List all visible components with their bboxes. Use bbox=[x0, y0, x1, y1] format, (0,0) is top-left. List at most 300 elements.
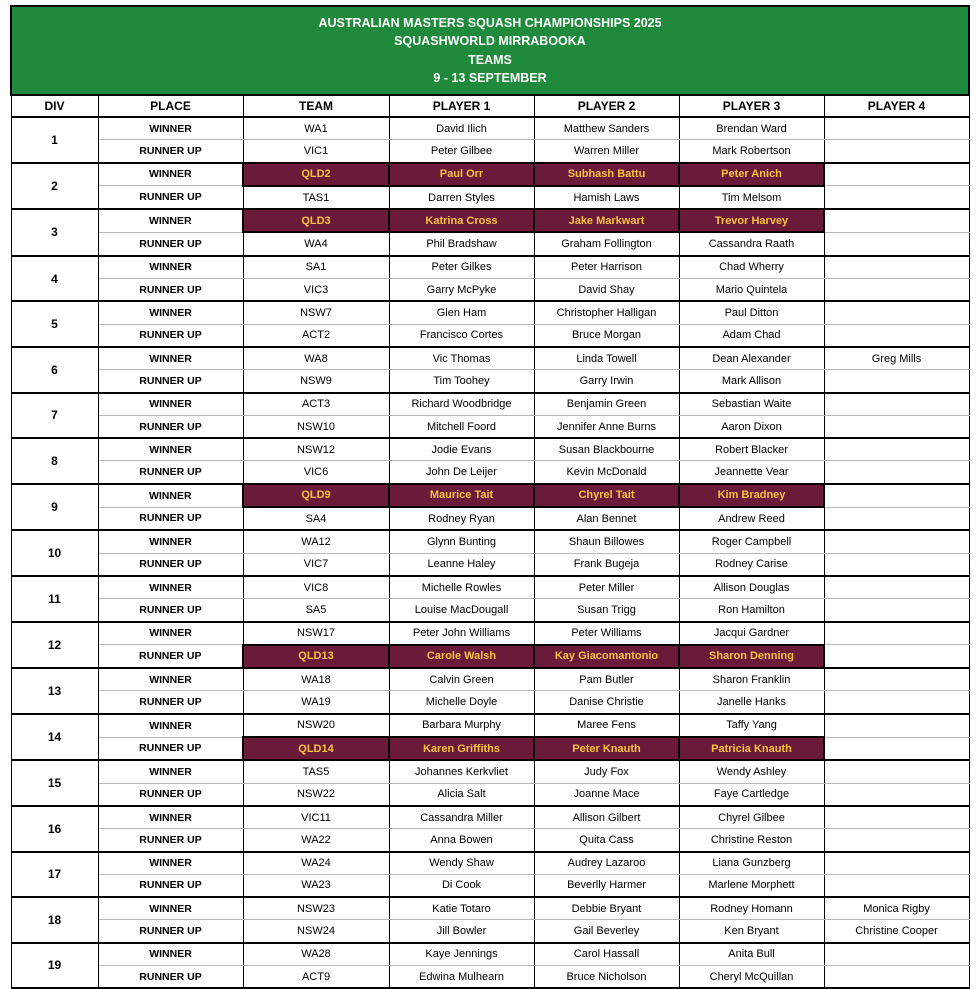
table-row bbox=[11, 370, 969, 393]
event-title: AUSTRALIAN MASTERS SQUASH CHAMPIONSHIPS 2025 bbox=[318, 15, 662, 30]
team-cell: WA1 bbox=[243, 117, 389, 140]
place-cell: WINNER bbox=[98, 897, 243, 920]
player1-cell: Katrina Cross bbox=[389, 209, 534, 232]
col-header-player3: PLAYER 3 bbox=[679, 95, 824, 117]
player2-cell: Subhash Battu bbox=[534, 163, 679, 186]
col-header-player1: PLAYER 1 bbox=[389, 95, 534, 117]
place-cell: WINNER bbox=[98, 622, 243, 645]
table-row bbox=[11, 117, 969, 140]
col-header-team: TEAM bbox=[243, 95, 389, 117]
player1-cell: Tim Toohey bbox=[389, 370, 534, 393]
place-cell: WINNER bbox=[98, 943, 243, 966]
team-cell: NSW12 bbox=[243, 438, 389, 461]
player3-cell: Christine Reston bbox=[679, 829, 824, 852]
player4-cell bbox=[824, 760, 969, 783]
player3-cell: Aaron Dixon bbox=[679, 415, 824, 438]
player2-cell: Judy Fox bbox=[534, 760, 679, 783]
player1-cell: Jill Bowler bbox=[389, 920, 534, 943]
player1-cell: Peter Gilkes bbox=[389, 256, 534, 279]
player3-cell: Mark Robertson bbox=[679, 140, 824, 163]
player1-cell: Rodney Ryan bbox=[389, 507, 534, 530]
player2-cell: Alan Bennet bbox=[534, 507, 679, 530]
place-cell: WINNER bbox=[98, 806, 243, 829]
player1-cell: Maurice Tait bbox=[389, 484, 534, 507]
player4-cell bbox=[824, 714, 969, 737]
place-cell: WINNER bbox=[98, 256, 243, 279]
table-row bbox=[11, 920, 969, 943]
player4-cell bbox=[824, 232, 969, 255]
team-cell: ACT9 bbox=[243, 965, 389, 988]
player3-cell: Liana Gunzberg bbox=[679, 852, 824, 875]
player3-cell: Chad Wherry bbox=[679, 256, 824, 279]
player1-cell: Anna Bowen bbox=[389, 829, 534, 852]
player1-cell: Phil Bradshaw bbox=[389, 232, 534, 255]
team-cell: VIC7 bbox=[243, 553, 389, 576]
player1-cell: Edwina Mulhearn bbox=[389, 965, 534, 988]
player1-cell: Darren Styles bbox=[389, 186, 534, 209]
player1-cell: Peter John Williams bbox=[389, 622, 534, 645]
player1-cell: Richard Woodbridge bbox=[389, 393, 534, 416]
place-cell: WINNER bbox=[98, 117, 243, 140]
player1-cell: Mitchell Foord bbox=[389, 415, 534, 438]
player3-cell: Kim Bradney bbox=[679, 484, 824, 507]
player1-cell: Michelle Rowles bbox=[389, 576, 534, 599]
player4-cell bbox=[824, 622, 969, 645]
player4-cell bbox=[824, 806, 969, 829]
team-cell: VIC8 bbox=[243, 576, 389, 599]
player1-cell: David Ilich bbox=[389, 117, 534, 140]
team-cell: NSW17 bbox=[243, 622, 389, 645]
table-row bbox=[11, 438, 969, 461]
team-cell: NSW23 bbox=[243, 897, 389, 920]
division-number: 19 bbox=[11, 943, 98, 989]
player4-cell bbox=[824, 438, 969, 461]
player3-cell: Patricia Knauth bbox=[679, 737, 824, 760]
place-cell: WINNER bbox=[98, 714, 243, 737]
division-number: 13 bbox=[11, 668, 98, 714]
player3-cell: Sharon Franklin bbox=[679, 668, 824, 691]
player2-cell: Kevin McDonald bbox=[534, 461, 679, 484]
player4-cell bbox=[824, 279, 969, 302]
player1-cell: Kaye Jennings bbox=[389, 943, 534, 966]
place-cell: RUNNER UP bbox=[98, 461, 243, 484]
player3-cell: Dean Alexander bbox=[679, 347, 824, 370]
place-cell: RUNNER UP bbox=[98, 965, 243, 988]
player2-cell: Bruce Morgan bbox=[534, 324, 679, 347]
player2-cell: David Shay bbox=[534, 279, 679, 302]
team-cell: WA12 bbox=[243, 530, 389, 553]
player2-cell: Carol Hassall bbox=[534, 943, 679, 966]
division-number: 4 bbox=[11, 256, 98, 302]
place-cell: RUNNER UP bbox=[98, 829, 243, 852]
player3-cell: Allison Douglas bbox=[679, 576, 824, 599]
player1-cell: Johannes Kerkvliet bbox=[389, 760, 534, 783]
place-cell: WINNER bbox=[98, 576, 243, 599]
table-row bbox=[11, 874, 969, 897]
player4-cell bbox=[824, 576, 969, 599]
player2-cell: Warren Miller bbox=[534, 140, 679, 163]
player1-cell: Barbara Murphy bbox=[389, 714, 534, 737]
place-cell: RUNNER UP bbox=[98, 599, 243, 622]
player2-cell: Graham Follington bbox=[534, 232, 679, 255]
player3-cell: Anita Bull bbox=[679, 943, 824, 966]
player3-cell: Cassandra Raath bbox=[679, 232, 824, 255]
table-row bbox=[11, 806, 969, 829]
team-cell: WA23 bbox=[243, 874, 389, 897]
date-range: 9 - 13 SEPTEMBER bbox=[433, 71, 547, 85]
player3-cell: Sharon Denning bbox=[679, 645, 824, 668]
team-cell: WA18 bbox=[243, 668, 389, 691]
team-cell: WA4 bbox=[243, 232, 389, 255]
team-cell: WA22 bbox=[243, 829, 389, 852]
table-row bbox=[11, 163, 969, 186]
player4-cell bbox=[824, 530, 969, 553]
player2-cell: Gail Beverley bbox=[534, 920, 679, 943]
player1-cell: Vic Thomas bbox=[389, 347, 534, 370]
table-row bbox=[11, 301, 969, 324]
player4-cell bbox=[824, 324, 969, 347]
table-row bbox=[11, 186, 969, 209]
team-cell: VIC3 bbox=[243, 279, 389, 302]
division-number: 5 bbox=[11, 301, 98, 347]
player4-cell bbox=[824, 691, 969, 714]
player4-cell bbox=[824, 484, 969, 507]
table-row bbox=[11, 232, 969, 255]
place-cell: WINNER bbox=[98, 347, 243, 370]
place-cell: RUNNER UP bbox=[98, 874, 243, 897]
team-cell: WA28 bbox=[243, 943, 389, 966]
team-cell: TAS5 bbox=[243, 760, 389, 783]
player3-cell: Roger Campbell bbox=[679, 530, 824, 553]
place-cell: RUNNER UP bbox=[98, 232, 243, 255]
player1-cell: Michelle Doyle bbox=[389, 691, 534, 714]
player2-cell: Garry Irwin bbox=[534, 370, 679, 393]
table-row bbox=[11, 140, 969, 163]
player2-cell: Shaun Billowes bbox=[534, 530, 679, 553]
player4-cell bbox=[824, 874, 969, 897]
team-cell: WA24 bbox=[243, 852, 389, 875]
team-cell: SA5 bbox=[243, 599, 389, 622]
col-header-player2: PLAYER 2 bbox=[534, 95, 679, 117]
table-row bbox=[11, 553, 969, 576]
player4-cell bbox=[824, 186, 969, 209]
table-row bbox=[11, 737, 969, 760]
player3-cell: Robert Blacker bbox=[679, 438, 824, 461]
table-row bbox=[11, 691, 969, 714]
table-row bbox=[11, 943, 969, 966]
player2-cell: Peter Williams bbox=[534, 622, 679, 645]
player4-cell bbox=[824, 393, 969, 416]
place-cell: RUNNER UP bbox=[98, 324, 243, 347]
player1-cell: Katie Totaro bbox=[389, 897, 534, 920]
table-row bbox=[11, 347, 969, 370]
table-body bbox=[11, 117, 969, 988]
player4-cell bbox=[824, 852, 969, 875]
team-cell: VIC6 bbox=[243, 461, 389, 484]
division-number: 12 bbox=[11, 622, 98, 669]
player3-cell: Mark Allison bbox=[679, 370, 824, 393]
division-number: 2 bbox=[11, 163, 98, 210]
division-number: 11 bbox=[11, 576, 98, 622]
division-number: 18 bbox=[11, 897, 98, 943]
player3-cell: Rodney Carise bbox=[679, 553, 824, 576]
player2-cell: Beverlly Harmer bbox=[534, 874, 679, 897]
player1-cell: Glen Ham bbox=[389, 301, 534, 324]
player3-cell: Brendan Ward bbox=[679, 117, 824, 140]
place-cell: WINNER bbox=[98, 393, 243, 416]
table-row bbox=[11, 484, 969, 507]
team-cell: NSW7 bbox=[243, 301, 389, 324]
team-cell: VIC11 bbox=[243, 806, 389, 829]
player2-cell: Debbie Bryant bbox=[534, 897, 679, 920]
player4-cell bbox=[824, 943, 969, 966]
player4-cell bbox=[824, 370, 969, 393]
table-row bbox=[11, 209, 969, 232]
player2-cell: Maree Fens bbox=[534, 714, 679, 737]
table-row bbox=[11, 576, 969, 599]
player3-cell: Tim Melsom bbox=[679, 186, 824, 209]
player2-cell: Peter Harrison bbox=[534, 256, 679, 279]
division-number: 7 bbox=[11, 393, 98, 439]
division-number: 10 bbox=[11, 530, 98, 576]
place-cell: RUNNER UP bbox=[98, 783, 243, 806]
player3-cell: Chyrel Gilbee bbox=[679, 806, 824, 829]
place-cell: WINNER bbox=[98, 484, 243, 507]
player4-cell: Christine Cooper bbox=[824, 920, 969, 943]
team-cell: ACT2 bbox=[243, 324, 389, 347]
player3-cell: Rodney Homann bbox=[679, 897, 824, 920]
player4-cell bbox=[824, 645, 969, 668]
player1-cell: Carole Walsh bbox=[389, 645, 534, 668]
table-row bbox=[11, 645, 969, 668]
team-cell: QLD9 bbox=[243, 484, 389, 507]
player3-cell: Ron Hamilton bbox=[679, 599, 824, 622]
division-number: 14 bbox=[11, 714, 98, 761]
table-row bbox=[11, 829, 969, 852]
table-row bbox=[11, 461, 969, 484]
player2-cell: Audrey Lazaroo bbox=[534, 852, 679, 875]
player3-cell: Trevor Harvey bbox=[679, 209, 824, 232]
table-row bbox=[11, 256, 969, 279]
team-cell: NSW24 bbox=[243, 920, 389, 943]
player1-cell: Peter Gilbee bbox=[389, 140, 534, 163]
player2-cell: Allison Gilbert bbox=[534, 806, 679, 829]
player3-cell: Jeannette Vear bbox=[679, 461, 824, 484]
player3-cell: Andrew Reed bbox=[679, 507, 824, 530]
col-header-place: PLACE bbox=[98, 95, 243, 117]
player2-cell: Chyrel Tait bbox=[534, 484, 679, 507]
team-cell: VIC1 bbox=[243, 140, 389, 163]
player4-cell bbox=[824, 415, 969, 438]
table-row bbox=[11, 668, 969, 691]
player2-cell: Kay Giacomantonio bbox=[534, 645, 679, 668]
player1-cell: Francisco Cortes bbox=[389, 324, 534, 347]
table-row bbox=[11, 965, 969, 988]
player2-cell: Danise Christie bbox=[534, 691, 679, 714]
division-number: 17 bbox=[11, 852, 98, 898]
player4-cell bbox=[824, 163, 969, 186]
player3-cell: Sebastian Waite bbox=[679, 393, 824, 416]
player4-cell bbox=[824, 507, 969, 530]
player2-cell: Quita Cass bbox=[534, 829, 679, 852]
category-title: TEAMS bbox=[468, 52, 512, 67]
player2-cell: Hamish Laws bbox=[534, 186, 679, 209]
place-cell: WINNER bbox=[98, 530, 243, 553]
team-cell: QLD14 bbox=[243, 737, 389, 760]
table-row bbox=[11, 415, 969, 438]
player3-cell: Jacqui Gardner bbox=[679, 622, 824, 645]
division-number: 8 bbox=[11, 438, 98, 484]
venue-title: SQUASHWORLD MIRRABOOKA bbox=[394, 34, 586, 48]
player3-cell: Mario Quintela bbox=[679, 279, 824, 302]
player3-cell: Taffy Yang bbox=[679, 714, 824, 737]
player1-cell: Jodie Evans bbox=[389, 438, 534, 461]
table-row bbox=[11, 622, 969, 645]
table-row bbox=[11, 393, 969, 416]
table-row bbox=[11, 760, 969, 783]
player1-cell: Di Cook bbox=[389, 874, 534, 897]
team-cell: QLD13 bbox=[243, 645, 389, 668]
team-cell: ACT3 bbox=[243, 393, 389, 416]
teams-table bbox=[10, 5, 970, 989]
title-banner bbox=[11, 6, 969, 95]
column-header-row bbox=[11, 95, 969, 117]
player1-cell: Alicia Salt bbox=[389, 783, 534, 806]
player4-cell bbox=[824, 140, 969, 163]
place-cell: RUNNER UP bbox=[98, 691, 243, 714]
place-cell: WINNER bbox=[98, 209, 243, 232]
player2-cell: Susan Blackbourne bbox=[534, 438, 679, 461]
player3-cell: Faye Cartledge bbox=[679, 783, 824, 806]
table-row bbox=[11, 714, 969, 737]
player2-cell: Peter Knauth bbox=[534, 737, 679, 760]
player4-cell bbox=[824, 668, 969, 691]
player2-cell: Bruce Nicholson bbox=[534, 965, 679, 988]
player3-cell: Janelle Hanks bbox=[679, 691, 824, 714]
player1-cell: John De Leijer bbox=[389, 461, 534, 484]
table-row bbox=[11, 324, 969, 347]
player1-cell: Paul Orr bbox=[389, 163, 534, 186]
player3-cell: Ken Bryant bbox=[679, 920, 824, 943]
place-cell: RUNNER UP bbox=[98, 415, 243, 438]
team-cell: WA8 bbox=[243, 347, 389, 370]
player2-cell: Frank Bugeja bbox=[534, 553, 679, 576]
division-number: 16 bbox=[11, 806, 98, 852]
player4-cell: Greg Mills bbox=[824, 347, 969, 370]
division-number: 6 bbox=[11, 347, 98, 393]
player1-cell: Calvin Green bbox=[389, 668, 534, 691]
place-cell: WINNER bbox=[98, 760, 243, 783]
division-number: 15 bbox=[11, 760, 98, 806]
team-cell: NSW9 bbox=[243, 370, 389, 393]
team-cell: QLD3 bbox=[243, 209, 389, 232]
player4-cell bbox=[824, 737, 969, 760]
place-cell: WINNER bbox=[98, 438, 243, 461]
team-cell: SA1 bbox=[243, 256, 389, 279]
player4-cell bbox=[824, 829, 969, 852]
team-cell: QLD2 bbox=[243, 163, 389, 186]
player2-cell: Christopher Halligan bbox=[534, 301, 679, 324]
player2-cell: Jake Markwart bbox=[534, 209, 679, 232]
place-cell: RUNNER UP bbox=[98, 186, 243, 209]
player4-cell: Monica Rigby bbox=[824, 897, 969, 920]
player2-cell: Benjamin Green bbox=[534, 393, 679, 416]
table-row bbox=[11, 599, 969, 622]
player1-cell: Garry McPyke bbox=[389, 279, 534, 302]
team-cell: NSW20 bbox=[243, 714, 389, 737]
col-header-player4: PLAYER 4 bbox=[824, 95, 969, 117]
player1-cell: Wendy Shaw bbox=[389, 852, 534, 875]
player1-cell: Leanne Haley bbox=[389, 553, 534, 576]
player4-cell bbox=[824, 783, 969, 806]
table-row bbox=[11, 897, 969, 920]
player4-cell bbox=[824, 117, 969, 140]
player3-cell: Cheryl McQuillan bbox=[679, 965, 824, 988]
player4-cell bbox=[824, 256, 969, 279]
player1-cell: Glynn Bunting bbox=[389, 530, 534, 553]
division-number: 1 bbox=[11, 117, 98, 163]
player2-cell: Jennifer Anne Burns bbox=[534, 415, 679, 438]
place-cell: RUNNER UP bbox=[98, 920, 243, 943]
player4-cell bbox=[824, 461, 969, 484]
table-row bbox=[11, 507, 969, 530]
player2-cell: Matthew Sanders bbox=[534, 117, 679, 140]
player1-cell: Louise MacDougall bbox=[389, 599, 534, 622]
player2-cell: Pam Butler bbox=[534, 668, 679, 691]
player4-cell bbox=[824, 301, 969, 324]
place-cell: WINNER bbox=[98, 852, 243, 875]
division-number: 3 bbox=[11, 209, 98, 256]
player4-cell bbox=[824, 599, 969, 622]
place-cell: RUNNER UP bbox=[98, 370, 243, 393]
table-row bbox=[11, 279, 969, 302]
table-row bbox=[11, 530, 969, 553]
place-cell: RUNNER UP bbox=[98, 140, 243, 163]
place-cell: RUNNER UP bbox=[98, 645, 243, 668]
player4-cell bbox=[824, 209, 969, 232]
player1-cell: Cassandra Miller bbox=[389, 806, 534, 829]
player2-cell: Peter Miller bbox=[534, 576, 679, 599]
player1-cell: Karen Griffiths bbox=[389, 737, 534, 760]
team-cell: SA4 bbox=[243, 507, 389, 530]
player2-cell: Linda Towell bbox=[534, 347, 679, 370]
team-cell: WA19 bbox=[243, 691, 389, 714]
player4-cell bbox=[824, 965, 969, 988]
place-cell: RUNNER UP bbox=[98, 279, 243, 302]
place-cell: RUNNER UP bbox=[98, 737, 243, 760]
team-cell: NSW22 bbox=[243, 783, 389, 806]
team-cell: NSW10 bbox=[243, 415, 389, 438]
division-number: 9 bbox=[11, 484, 98, 531]
player3-cell: Paul Ditton bbox=[679, 301, 824, 324]
player3-cell: Marlene Morphett bbox=[679, 874, 824, 897]
player4-cell bbox=[824, 553, 969, 576]
col-header-div: DIV bbox=[11, 95, 98, 117]
player3-cell: Peter Anich bbox=[679, 163, 824, 186]
player3-cell: Wendy Ashley bbox=[679, 760, 824, 783]
place-cell: WINNER bbox=[98, 163, 243, 186]
player2-cell: Susan Trigg bbox=[534, 599, 679, 622]
table-row bbox=[11, 852, 969, 875]
player2-cell: Joanne Mace bbox=[534, 783, 679, 806]
place-cell: WINNER bbox=[98, 301, 243, 324]
table-row bbox=[11, 783, 969, 806]
place-cell: RUNNER UP bbox=[98, 553, 243, 576]
place-cell: RUNNER UP bbox=[98, 507, 243, 530]
team-cell: TAS1 bbox=[243, 186, 389, 209]
place-cell: WINNER bbox=[98, 668, 243, 691]
player3-cell: Adam Chad bbox=[679, 324, 824, 347]
